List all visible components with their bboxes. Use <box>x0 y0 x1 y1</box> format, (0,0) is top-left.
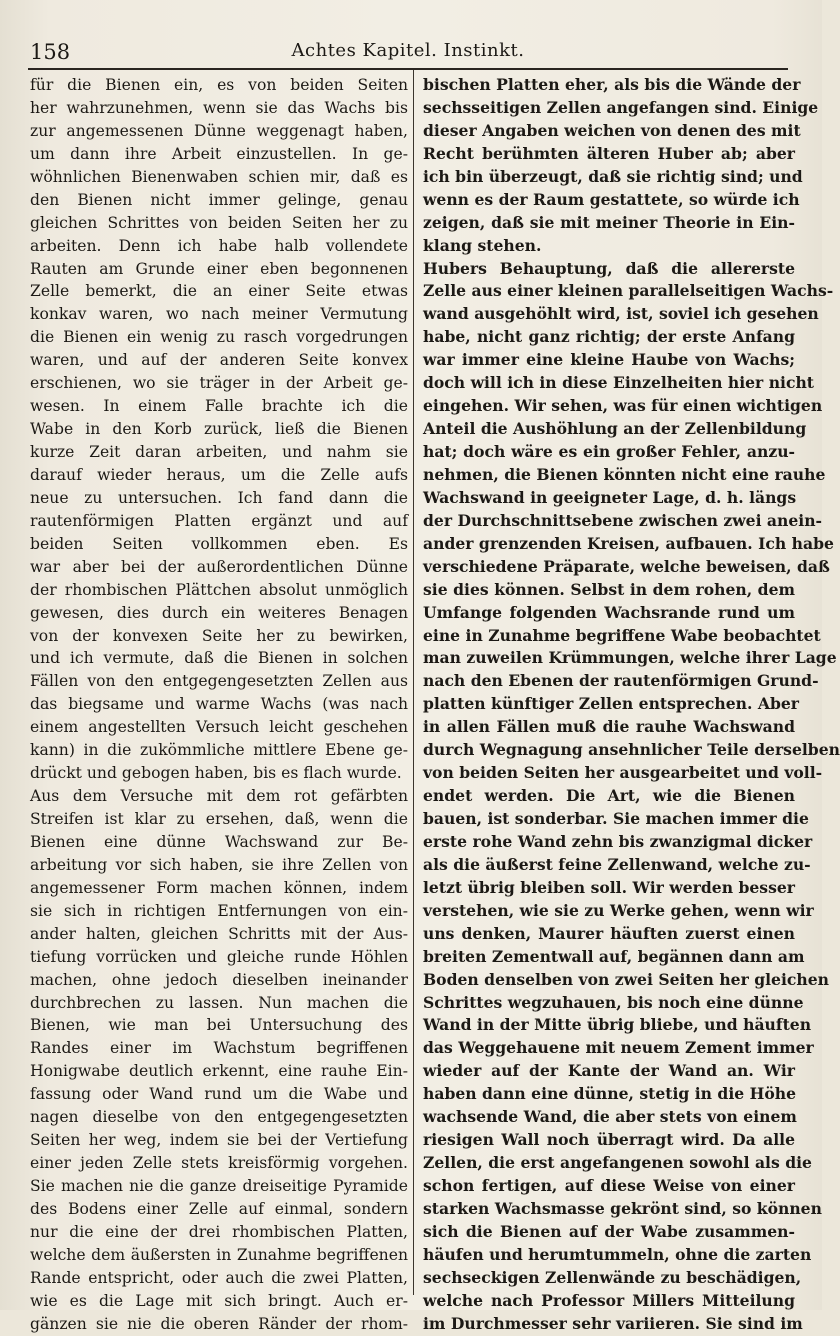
text-line: eingehen. Wir sehen, was für einen wichtigen <box>423 396 823 416</box>
text-line: wöhnlichen Bienenwaben schien mir, daß es <box>30 167 408 186</box>
text-line: gänzen sie nie die oberen Ränder der rhom- <box>30 1314 408 1333</box>
text-line: war aber bei der außerordentlichen Dünne <box>30 557 408 576</box>
right-column <box>423 74 840 1336</box>
text-line: wieder auf der Kante der Wand an. Wir <box>423 1061 795 1081</box>
page-number: 158 <box>30 40 71 64</box>
text-line: der Durchschnittsebene zwischen zwei anein- <box>423 510 823 530</box>
text-line: rautenförmigen Platten ergänzt und auf <box>30 511 408 530</box>
text-line: letzt übrig bleiben soll. Wir werden besser <box>423 877 795 897</box>
text-line: wesen. In einem Falle brachte ich die <box>30 397 408 416</box>
text-line: Wabe in den Korb zurück, ließ die Bienen <box>30 420 408 439</box>
text-line: und ich vermute, daß die Bienen in solchen <box>30 649 408 668</box>
text-line: durch Wegnagung ansehnlicher Teile derselben <box>423 740 840 760</box>
text-line: angemessener Form machen können, indem <box>30 878 408 897</box>
text-line: häufen und herumtummeln, ohne die zarten <box>423 1244 812 1264</box>
header-rule <box>28 68 788 70</box>
text-line: machen, ohne jedoch dieselben ineinander <box>30 970 408 989</box>
text-line: beiden Seiten vollkommen eben. Es <box>30 534 408 553</box>
text-line: neue zu untersuchen. Ich fand dann die <box>30 488 408 507</box>
text-line: klang stehen. <box>423 235 542 255</box>
left-column <box>30 74 408 1336</box>
text-line: uns denken, Maurer häuften zuerst einen <box>423 923 795 943</box>
text-line: gewesen, dies durch ein weiteres Benagen <box>30 603 408 622</box>
text-line: Recht berühmten älteren Huber ab; aber <box>423 143 795 163</box>
text-line: bauen, ist sonderbar. Sie machen immer die <box>423 809 809 828</box>
text-line: erschienen, wo sie träger in der Arbeit ge- <box>30 374 408 393</box>
text-line: hat; doch wäre es ein großer Fehler, anzu- <box>423 442 795 461</box>
text-line: zur angemessenen Dünne weggenagt haben, <box>30 121 408 140</box>
text-line: tiefung vorrücken und gleiche runde Höhlen <box>30 947 408 966</box>
text-line: arbeitung vor sich haben, sie ihre Zellen von <box>30 855 408 874</box>
text-line: als die äußerst feine Zellenwand, welche zu- <box>423 854 811 874</box>
text-line: durchbrechen zu lassen. Nun machen die <box>30 993 408 1012</box>
text-line: von beiden Seiten her ausgearbeitet und voll- <box>423 763 823 783</box>
text-line: Boden denselben von zwei Seiten her gleichen <box>423 969 829 989</box>
text-line: ander grenzenden Kreisen, aufbauen. Ich habe <box>423 533 834 553</box>
text-line: darauf wieder heraus, um die Zelle aufs <box>30 465 408 484</box>
running-title: Achtes Kapitel. Instinkt. <box>291 40 525 61</box>
text-line: verstehen, wie sie zu Werke gehen, wenn wir <box>423 900 814 920</box>
text-line: erste rohe Wand zehn bis zwanzigmal dicker <box>423 831 813 851</box>
text-line: Streifen ist klar zu ersehen, daß, wenn die <box>30 810 408 828</box>
text-line: haben dann eine dünne, stetig in die Höhe <box>423 1084 796 1104</box>
text-line: Aus dem Versuche mit dem rot gefärbten <box>30 787 408 806</box>
text-line: fassung oder Wand rund um die Wabe und <box>30 1085 408 1104</box>
text-line: arbeiten. Denn ich habe halb vollendete <box>30 236 408 255</box>
text-line: eine in Zunahme begriffene Wabe beobachtet <box>423 625 821 645</box>
text-line: wie es die Lage mit sich bringt. Auch er- <box>30 1291 408 1310</box>
text-line: einem angestellten Versuch leicht geschehen <box>30 718 408 737</box>
text-line: Schrittes wegzuhauen, bis noch eine dünne <box>423 992 804 1012</box>
text-line: Rande entspricht, oder auch die zwei Platten, <box>30 1268 408 1287</box>
text-line: der rhombischen Plättchen absolut unmöglich <box>30 580 408 599</box>
text-line: sie sich in richtigen Entfernungen von ein- <box>30 901 408 920</box>
text-line: die Bienen ein wenig zu rasch vorgedrungen <box>30 328 408 347</box>
text-line: von der konvexen Seite her zu bewirken, <box>30 626 408 645</box>
text-line: sich die Bienen auf der Wabe zusammen- <box>423 1221 795 1241</box>
text-line: sechsseitigen Zellen angefangen sind. Einige <box>423 97 819 117</box>
text-line: verschiedene Präparate, welche beweisen, daß <box>423 556 830 576</box>
text-line: ich bin überzeugt, daß sie richtig sind; und <box>423 166 803 186</box>
text-line: Fällen von den entgegengesetzten Zellen aus <box>30 672 408 691</box>
text-line: Zelle bemerkt, die an einer Seite etwas <box>30 282 408 301</box>
text-line: gleichen Schrittes von beiden Seiten her zu <box>30 213 408 232</box>
text-line: ander halten, gleichen Schritts mit der Aus- <box>30 924 408 943</box>
text-line: Honigwabe deutlich erkennt, eine rauhe Ein- <box>30 1062 408 1081</box>
text-line: Wachswand in geeigneter Lage, d. h. längs <box>423 487 797 507</box>
text-line: Umfange folgenden Wachsrande rund um <box>423 602 795 622</box>
text-line: das Weggehauene mit neuem Zement immer <box>423 1038 814 1058</box>
text-line: sechseckigen Zellenwände zu beschädigen, <box>423 1267 802 1287</box>
text-line: war immer eine kleine Haube von Wachs; <box>423 350 795 370</box>
text-line: platten künftiger Zellen entsprechen. Aber <box>423 694 800 714</box>
text-line: Randes einer im Wachstum begriffenen <box>30 1039 408 1058</box>
text-line: des Bodens einer Zelle auf einmal, sondern <box>30 1199 408 1218</box>
text-line: kann) in die zukömmliche mittlere Ebene ge- <box>30 741 408 760</box>
text-line: Anteil die Aushöhlung an der Zellenbildung <box>423 419 807 439</box>
text-line: habe, nicht ganz richtig; der erste Anfang <box>423 327 795 347</box>
text-line: Wand in der Mitte übrig bliebe, und häuften <box>423 1015 812 1035</box>
text-line: starken Wachsmasse gekrönt sind, so können <box>423 1198 822 1218</box>
text-line: das biegsame und warme Wachs (was nach <box>30 695 408 714</box>
text-line: dieser Angaben weichen von denen des mit <box>423 120 801 140</box>
text-line: schon fertigen, auf diese Weise von einer <box>423 1176 795 1195</box>
text-line: welche dem äußersten in Zunahme begriffenen <box>30 1245 408 1264</box>
column-divider <box>413 70 414 1295</box>
text-line: Hubers Behauptung, daß die allererste <box>423 258 795 278</box>
text-line: wand ausgehöhlt wird, ist, soviel ich gesehen <box>423 304 819 324</box>
text-line: Bienen, wie man bei Untersuchung des <box>30 1016 408 1035</box>
text-line: Sie machen nie die ganze dreiseitige Pyramide <box>30 1177 408 1195</box>
text-line: sie dies können. Selbst in dem rohen, dem <box>423 579 795 599</box>
text-line: nehmen, die Bienen könnten nicht eine rauhe <box>423 464 826 484</box>
text-line: Rauten am Grunde einer eben begonnenen <box>30 259 408 278</box>
text-line: kurze Zeit daran arbeiten, und nahm sie <box>30 443 408 461</box>
text-line: für die Bienen ein, es von beiden Seiten <box>30 76 408 94</box>
text-line: wenn es der Raum gestattete, so würde ich <box>423 189 800 209</box>
text-line: breiten Zementwall auf, begännen dann am <box>423 946 805 966</box>
text-line: welche nach Professor Millers Mitteilung <box>423 1290 795 1310</box>
text-line: Zellen, die erst angefangenen sowohl als die <box>423 1153 812 1173</box>
text-line: in allen Fällen muß die rauhe Wachswand <box>423 717 795 737</box>
text-line: Bienen eine dünne Wachswand zur Be- <box>30 832 408 851</box>
text-line: bischen Platten eher, als bis die Wände der <box>423 75 801 94</box>
text-line: nach den Ebenen der rautenförmigen Grund- <box>423 671 819 691</box>
text-line: drückt und gebogen haben, bis es flach wurde. <box>30 764 402 783</box>
text-line: zeigen, daß sie mit meiner Theorie in Ein- <box>423 212 795 232</box>
text-line: einer jeden Zelle stets kreisförmig vorgehen. <box>30 1154 408 1173</box>
text-line: Zelle aus einer kleinen parallelseitigen Wachs- <box>423 281 834 301</box>
text-line: um dann ihre Arbeit einzustellen. In ge- <box>30 144 408 163</box>
text-line: her wahrzunehmen, wenn sie das Wachs bis <box>30 98 408 117</box>
text-line: doch will ich in diese Einzelheiten hier nicht <box>423 373 814 393</box>
text-line: riesigen Wall noch überragt wird. Da alle <box>423 1130 795 1150</box>
text-line: waren, und auf der anderen Seite konvex <box>30 351 408 370</box>
text-line: nur die eine der drei rhombischen Platten, <box>30 1222 408 1241</box>
text-line: endet werden. Die Art, wie die Bienen <box>423 786 795 806</box>
text-line: im Durchmesser sehr variieren. Sie sind im <box>423 1313 803 1333</box>
text-line: wachsende Wand, die aber stets von einem <box>423 1107 797 1127</box>
text-line: den Bienen nicht immer gelinge, genau <box>30 190 408 209</box>
text-line: man zuweilen Krümmungen, welche ihrer Lage <box>423 648 837 668</box>
text-line: konkav waren, wo nach meiner Vermutung <box>30 305 408 324</box>
text-line: nagen dieselbe von den entgegengesetzten <box>30 1108 408 1127</box>
page-header <box>30 38 786 70</box>
text-line: Seiten her weg, indem sie bei der Vertiefung <box>30 1131 408 1150</box>
